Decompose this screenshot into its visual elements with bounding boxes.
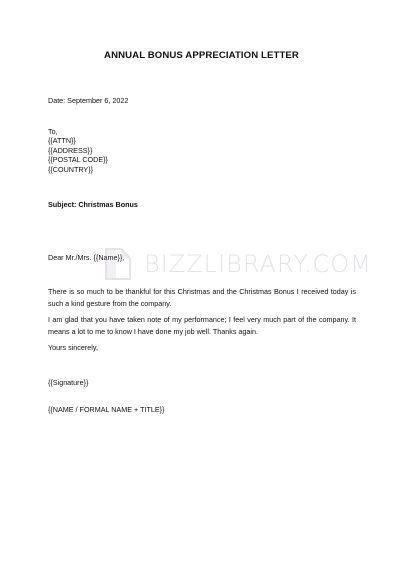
paragraph-2: I am glad that you have taken note of my performance; I feel very much part of the company. It means a lot to me to know I have done my job well. Thanks again. <box>48 315 356 336</box>
letter-salutation: Dear Mr./Mrs. {{Name}}, <box>48 253 125 262</box>
recipient-intro: To, <box>48 127 58 136</box>
letter-closing: Yours sincerely, <box>48 343 98 352</box>
address-block <box>48 136 108 174</box>
watermark-text: BIZZLIBRARY.COM <box>144 250 372 278</box>
signature-placeholder: {{Signature}} <box>48 378 89 387</box>
letter-date: Date: September 6, 2022 <box>48 96 129 105</box>
watermark <box>104 246 372 286</box>
name-title-placeholder: {{NAME / FORMAL NAME + TITLE}} <box>48 405 165 414</box>
address-postal-code: {{POSTAL CODE}} <box>48 155 108 164</box>
address-street: {{ADDRESS}} <box>48 145 93 155</box>
document-title: ANNUAL BONUS APPRECIATION LETTER <box>104 50 299 61</box>
paragraph-1: There is so much to be thankful for this Christmas and the Christmas Bonus I received today is such a kind gesture from the company. <box>48 287 356 308</box>
document-logo-icon <box>104 248 132 280</box>
address-country: {{COUNTRY}} <box>48 164 94 174</box>
letter-subject: Subject: Christmas Bonus <box>48 200 138 209</box>
address-attn: {{ATTN}} <box>48 136 76 145</box>
